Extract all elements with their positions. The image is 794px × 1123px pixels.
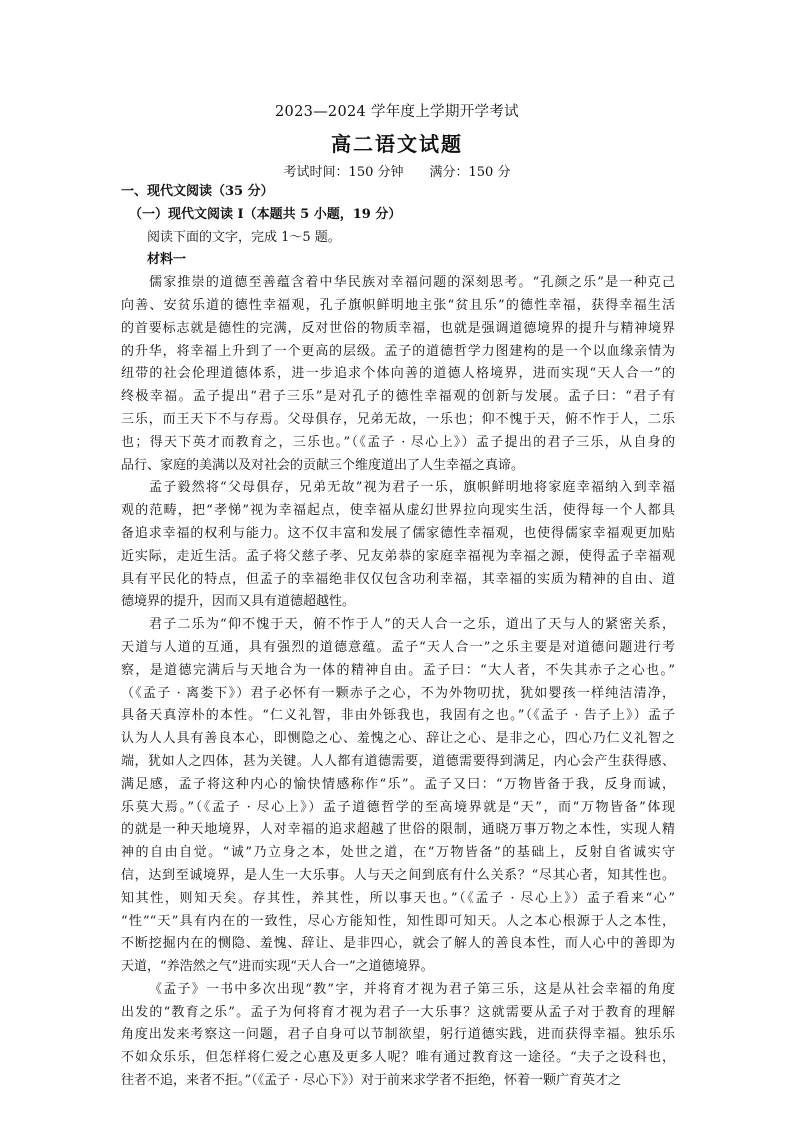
paragraph [121, 614, 675, 979]
paragraph-line: 备追求幸福的权利与能力。这不仅丰富和发展了儒家德性幸福观，也使得儒家幸福观更加贴 [121, 525, 675, 541]
paragraph-line: 角度出发来考察这一问题，君子自身可以节制欲望，躬行道德实践，进而获得幸福。独乐乐 [121, 1027, 675, 1043]
paragraph-line: 的升华，将幸福上升到了一个更高的层级。孟子的道德哲学力图建构的是一个以血缘亲情为 [121, 343, 675, 359]
paragraph-line: 德境界的提升，因而又具有道德超越性。 [121, 594, 356, 610]
paragraph-line: 的就是一种天地境界，人对幸福的追求超越了世俗的限制，通晓万事万物之本性，实现人精 [121, 822, 675, 838]
exam-time: 考试时间：150 分钟 [283, 165, 404, 180]
paragraph-line: 不断挖掘内在的恻隐、羞愧、辞让、是非四心，就会了解人的善良本性，而人心中的善即为 [121, 936, 675, 952]
paragraph-line: 察，是道德完满后与天地合为一体的精神自由。孟子曰：“大人者，不失其赤子之心也。” [121, 662, 675, 678]
paragraph-line: 信，达到至诚境界，是人生一大乐事。人与天之间到底有什么关系？“尽其心者，知其性也。 [121, 867, 675, 883]
paragraph-line: 终极幸福。孟子提出“君子三乐”是对孔子的德性幸福观的创新与发展。孟子曰：“君子有 [121, 389, 675, 405]
paragraph-line: 《孟子》一书中多次出现“教”字，并将育才视为君子第三乐，这是从社会幸福的角度 [149, 981, 675, 997]
exam-body [121, 181, 675, 1093]
paragraph-line: 认为人人具有善良本心，即恻隐之心、羞愧之心、辞让之心、是非之心，四心乃仁义礼智之 [121, 731, 675, 747]
exam-score: 满分：150 分 [429, 165, 511, 180]
exam-meta [0, 161, 794, 180]
paragraph-line: 三乐，而王天下不与存焉。父母俱存，兄弟无故，一乐也；仰不愧于天，俯不怍于人，二乐 [121, 411, 675, 427]
material-label: 材料一 [147, 252, 187, 268]
passage [121, 272, 675, 1093]
paragraph-line: “性”“天”具有内在的一致性，尽心方能知性，知性即可知天。人之本心根源于人之本性， [121, 913, 675, 929]
paragraph-line: 君子二乐为“仰不愧于天，俯不怍于人”的天人合一之乐，道出了天与人的紧密关系， [149, 617, 675, 633]
paragraph-line: 具有平民化的特点，但孟子的幸福绝非仅仅包含功利幸福，其幸福的实质为精神的自由、道 [121, 571, 675, 587]
paragraph-line: 乐莫大焉。”（《孟子 · 尽心上》）孟子道德哲学的至高境界就是“天”，而“万物皆备”体现 [121, 799, 675, 815]
paragraph-line: 儒家推崇的道德至善蕴含着中华民族对幸福问题的深刻思考。“孔颜之乐”是一种克己 [149, 275, 675, 291]
paragraph-line: 纽带的社会伦理道德体系，进一步追求个体向善的道德人格境界，进而实现“天人合一”的 [121, 366, 675, 382]
subsection-title: （一）现代文阅读 I（本题共 5 小题，19 分） [129, 206, 402, 222]
paragraph-line: 天道与人道的互通，具有强烈的道德意蕴。孟子“天人合一”之乐主要是对道德问题进行考 [121, 639, 675, 655]
paragraph [121, 272, 675, 477]
paragraph-line: 端，犹如人之四体，甚为关键。人人都有道德需要，道德需要得到满足，内心会产生获得感、 [121, 753, 675, 769]
paragraph-line: 往者不追，来者不拒。”（《孟子 · 尽心下》）对于前来求学者不拒绝，怀着一颗广育英才之 [121, 1073, 622, 1089]
paragraph-line: 品行、家庭的美满以及对社会的贡献三个维度道出了人生幸福之真谛。 [121, 457, 525, 473]
paragraph-line: 满足感，孟子将这种内心的愉快情感称作“乐”。孟子又曰：“万物皆备于我，反身而诚， [121, 776, 675, 792]
paragraph-line: 不如众乐乐，但怎样将仁爱之心惠及更多人呢？唯有通过教育这一途径。“夫子之设科也， [121, 1050, 675, 1066]
paragraph-line: 的首要标志就是德性的完满，反对世俗的物质幸福，也就是强调道德境界的提升与精神境界 [121, 320, 675, 336]
paragraph [121, 477, 675, 614]
paragraph-line: 具备天真淳朴的本性。“仁义礼智，非由外铄我也，我固有之也。”（《孟子 · 告子上》）孟子 [121, 708, 675, 724]
exam-title: 高二语文试题 [331, 132, 463, 156]
paragraph-line: 神的自由自觉。“诚”乃立身之本，处世之道，在“万物皆备”的基础上，反射自省诚实守 [121, 845, 675, 861]
section-title: 一、现代文阅读（35 分） [121, 184, 274, 199]
exam-heading: 2023—2024 学年度上学期开学考试 [275, 104, 519, 120]
paragraph-line: 孟子毅然将“父母俱存，兄弟无故”视为君子一乐，旗帜鲜明地将家庭幸福纳入到幸福 [149, 480, 675, 496]
paragraph-line: （《孟子 · 离娄下》）君子必怀有一颗赤子之心，不为外物叨扰，犹如婴孩一样纯洁清净， [121, 685, 675, 701]
paragraph-line: 知其性，则知天矣。存其性，养其性，所以事天也。”（《孟子 · 尽心上》）孟子看来“心” [121, 890, 675, 906]
paragraph-line: 也；得天下英才而教育之，三乐也。”（《孟子 · 尽心上》）孟子提出的君子三乐，从自身的 [121, 434, 675, 450]
paragraph-line: 出发的“教育之乐”。孟子为何将育才视为君子一大乐事？这就需要从孟子对于教育的理解 [121, 1004, 675, 1020]
paragraph-line: 近实际，走近生活。孟子将父慈子孝、兄友弟恭的家庭幸福视为幸福之源，使得孟子幸福观 [121, 548, 675, 564]
paragraph [121, 979, 675, 1093]
instruction: 阅读下面的文字，完成 1～5 题。 [147, 229, 341, 245]
paragraph-line: 观的范畴，把“孝悌”视为幸福起点，使幸福从虚幻世界拉向现实生活，使得每一个人都具 [121, 503, 675, 519]
paragraph-line: 天道，“养浩然之气”进而实现“天人合一”之道德境界。 [121, 959, 434, 975]
paragraph-line: 向善、安贫乐道的德性幸福观，孔子旗帜鲜明地主张“贫且乐”的德性幸福，获得幸福生活 [121, 297, 675, 313]
